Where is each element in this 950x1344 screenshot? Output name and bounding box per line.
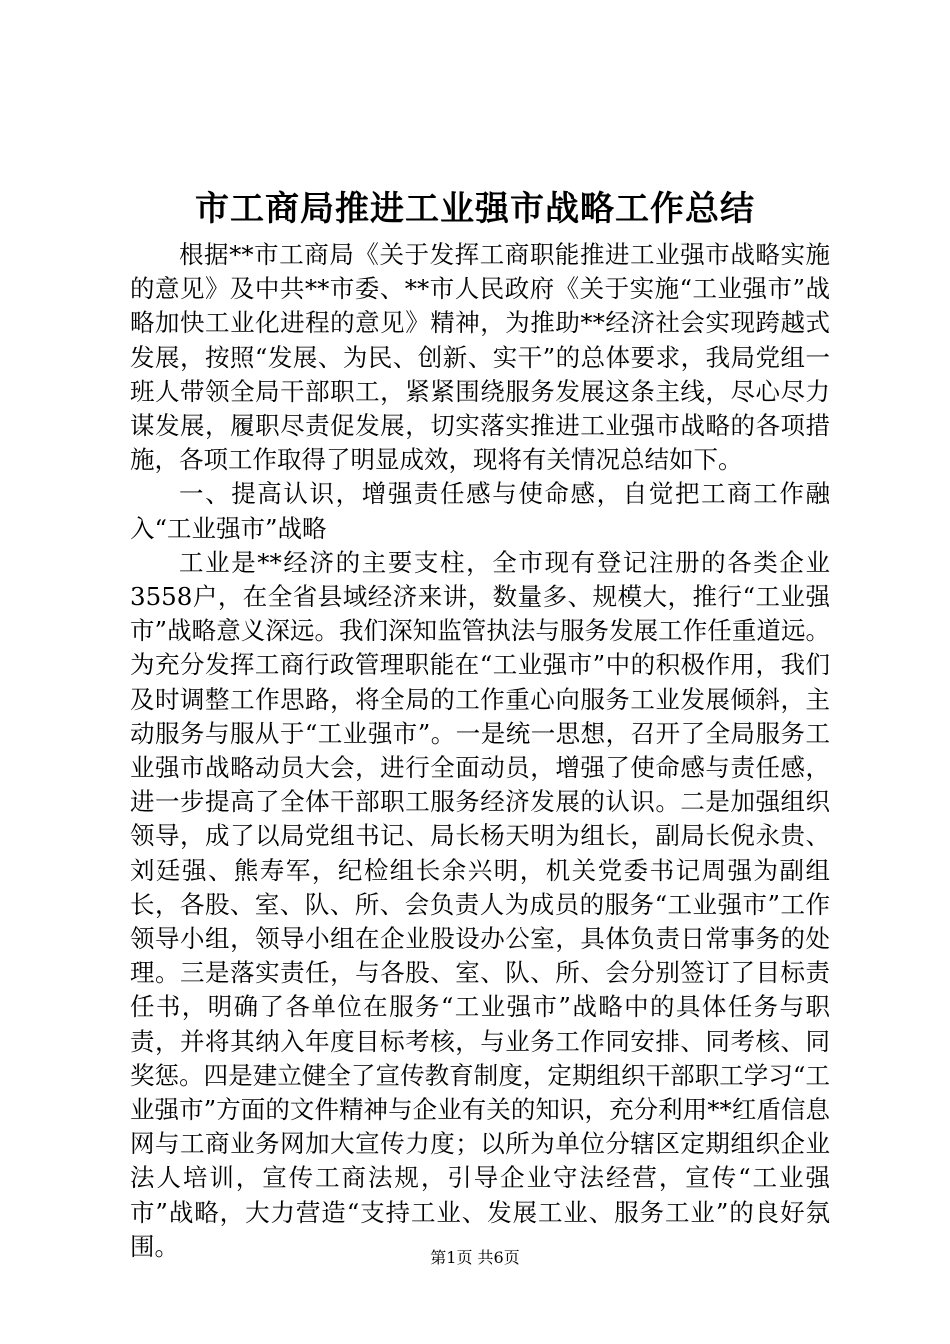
section-heading: 一、提高认识，增强责任感与使命感，自觉把工商工作融入“工业强市”战略	[130, 479, 830, 543]
document-body	[130, 238, 830, 1264]
page-number-footer: 第1页 共6页	[430, 1248, 520, 1267]
document-title: 市工商局推进工业强市战略工作总结	[195, 189, 755, 229]
intro-paragraph: 根据**市工商局《关于发挥工商职能推进工业强市战略实施的意见》及中共**市委、**市人民政府《关于实施“工业强市”战略加快工业化进程的意见》精神，为推助**经济社会实现跨越式发展，按照“发展、为民、创新、实干”的总体要求，我局党组一班人带领全局干部职工，紧紧围绕服务发展这条主线，尽心尽力谋发展，履职尽责促发展，切实落实推进工业强市战略的各项措施，各项工作取得了明显成效，现将有关情况总结如下。	[130, 240, 830, 475]
section-paragraph: 工业是**经济的主要支柱，全市现有登记注册的各类企业3558户，在全省县域经济来讲，数量多、规模大，推行“工业强市”战略意义深远。我们深知监管执法与服务发展工作任重道远。为充分发挥工商行政管理职能在“工业强市”中的积极作用，我们及时调整工作思路，将全局的工作重心向服务工业发展倾斜，主动服务与服从于“工业强市”。一是统一思想，召开了全局服务工业强市战略动员大会，进行全面动员，增强了使命感与责任感，进一步提高了全体干部职工服务经济发展的认识。二是加强组织领导，成了以局党组书记、局长杨天明为组长，副局长倪永贵、刘廷强、熊寿军，纪检组长余兴明，机关党委书记周强为副组长，各股、室、队、所、会负责人为成员的服务“工业强市”工作领导小组，领导小组在企业股设办公室，具体负责日常事务的处理。三是落实责任，与各股、室、队、所、会分别签订了目标责任书，明确了各单位在服务“工业强市”战略中的具体任务与职责，并将其纳入年度目标考核，与业务工作同安排、同考核、同奖惩。四是建立健全了宣传教育制度，定期组织干部职工学习“工业强市”方面的文件精神与企业有关的知识，充分利用**红盾信息网与工商业务网加大宣传力度；以所为单位分辖区定期组织企业法人培训，宣传工商法规，引导企业守法经营，宣传“工业强市”战略，大力营造“支持工业、发展工业、服务工业”的良好氛围。	[130, 547, 830, 1261]
